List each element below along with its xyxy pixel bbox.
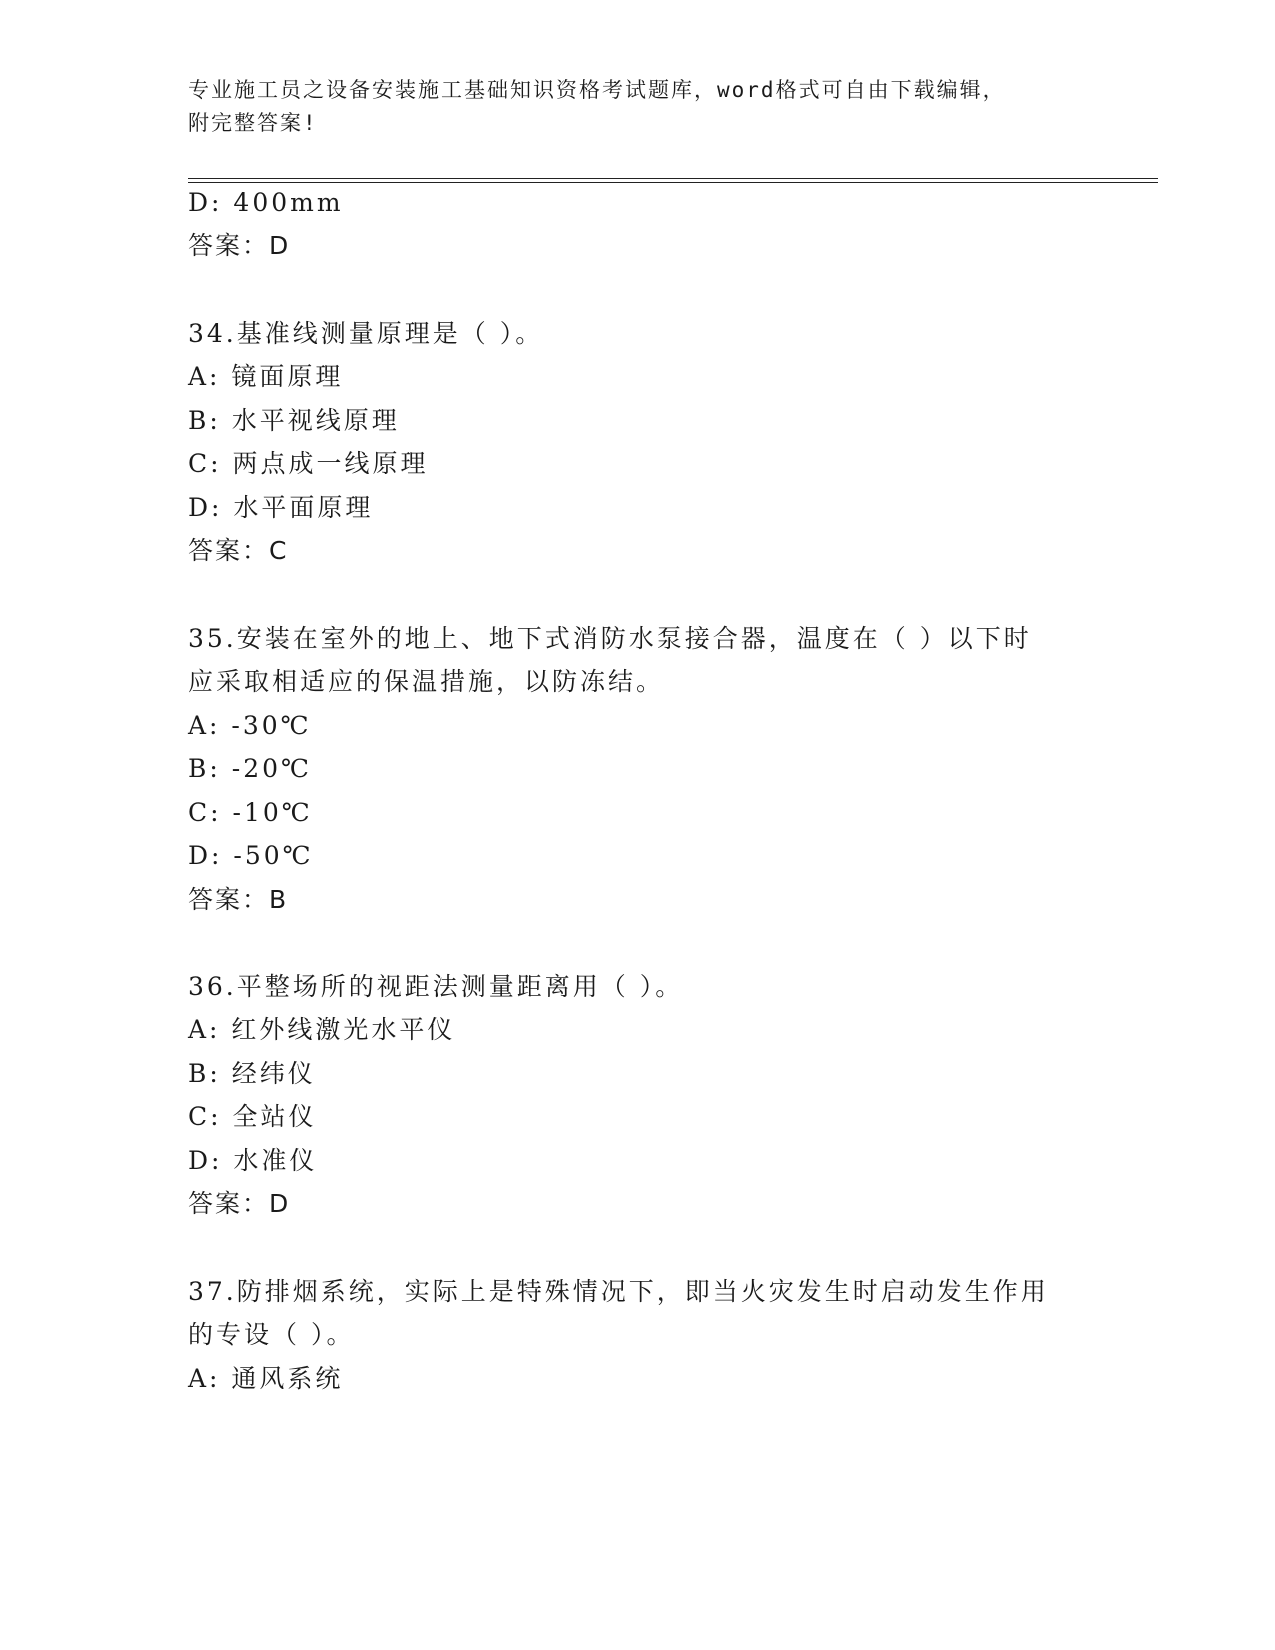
question-35-option-a: A: -30℃	[188, 711, 312, 740]
question-35-stem-line-1: 35.安装在室外的地上、地下式消防水泵接合器，温度在（ ）以下时	[188, 624, 1032, 653]
question-34-option-a: A: 镜面原理	[188, 362, 344, 391]
question-34-option-c: C: 两点成一线原理	[188, 449, 429, 478]
question-35-option-b: B: -20℃	[188, 754, 312, 783]
question-35-option-c: C: -10℃	[188, 798, 313, 827]
prev-answer: 答案：D	[188, 231, 291, 260]
question-35-answer: 答案：B	[188, 885, 289, 914]
header-line-2: 附完整答案!	[188, 111, 318, 135]
question-34-stem: 34.基准线测量原理是（ ）。	[188, 319, 544, 348]
question-34-option-b: B: 水平视线原理	[188, 406, 400, 435]
question-36-option-d: D: 水准仪	[188, 1146, 318, 1175]
question-36-option-a: A: 红外线激光水平仪	[188, 1015, 456, 1044]
question-35-stem-line-2: 应采取相适应的保温措施，以防冻结。	[188, 667, 665, 696]
question-37-stem-line-1: 37.防排烟系统，实际上是特殊情况下，即当火灾发生时启动发生作用	[188, 1277, 1049, 1306]
question-36-option-b: B: 经纬仪	[188, 1059, 316, 1088]
header-line-1: 专业施工员之设备安装施工基础知识资格考试题库，word格式可自由下载编辑，	[188, 78, 1006, 102]
header-divider	[188, 178, 1158, 183]
question-36-option-c: C: 全站仪	[188, 1102, 317, 1131]
question-37-option-a: A: 通风系统	[188, 1364, 344, 1393]
prev-option-d: D: 400mm	[188, 188, 344, 217]
question-36-stem: 36.平整场所的视距法测量距离用（ ）。	[188, 972, 684, 1001]
question-35-option-d: D: -50℃	[188, 841, 314, 870]
question-36-answer: 答案：D	[188, 1189, 291, 1218]
question-34-option-d: D: 水平面原理	[188, 493, 374, 522]
question-37-stem-line-2: 的专设（ ）。	[188, 1320, 355, 1349]
document-header	[188, 74, 1068, 140]
question-34-answer: 答案：C	[188, 536, 289, 565]
